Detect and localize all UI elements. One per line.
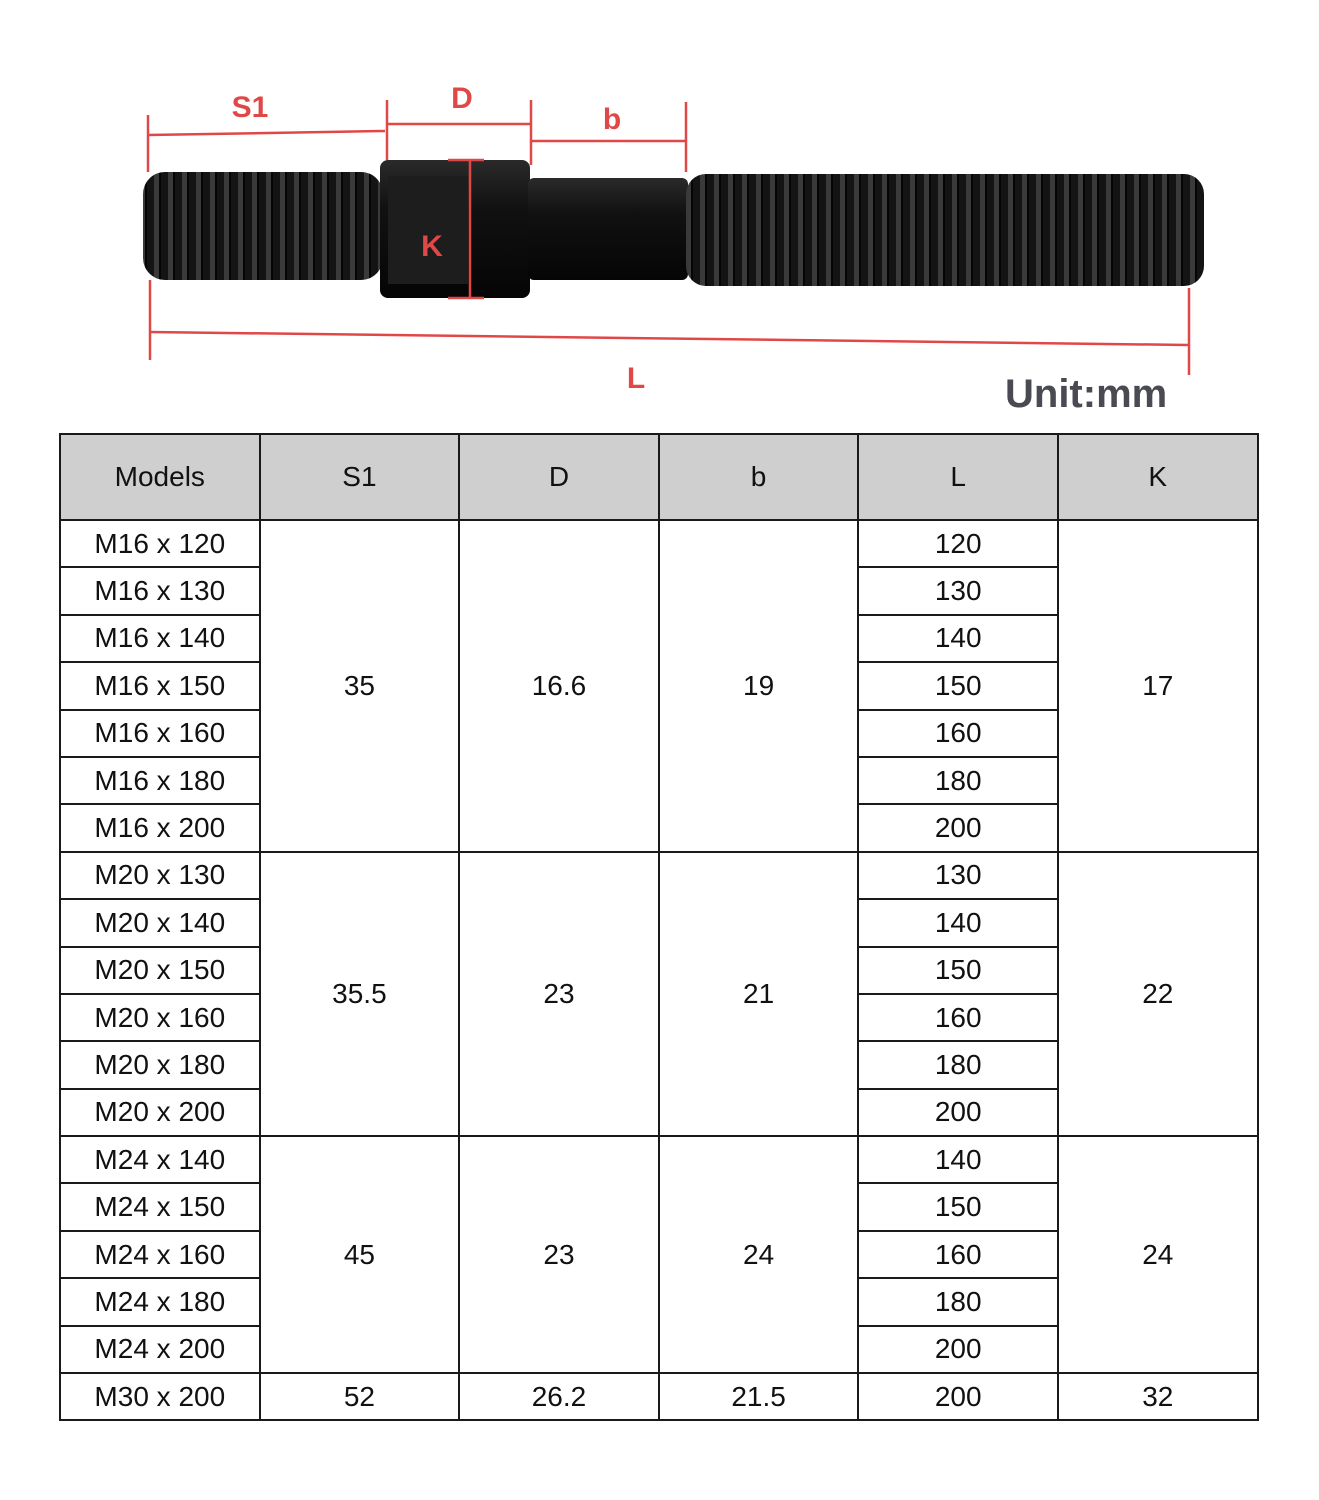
l-cell: 150	[858, 662, 1058, 709]
table-row	[60, 520, 1258, 567]
d-cell: 26.2	[459, 1373, 659, 1420]
b-cell: 19	[659, 520, 859, 852]
model-cell: M20 x 160	[60, 994, 260, 1041]
d-cell: 16.6	[459, 520, 659, 852]
model-cell: M16 x 130	[60, 567, 260, 614]
k-cell: 24	[1058, 1136, 1258, 1373]
model-cell: M16 x 120	[60, 520, 260, 567]
model-cell: M16 x 160	[60, 710, 260, 757]
model-cell: M16 x 180	[60, 757, 260, 804]
l-cell: 180	[858, 1278, 1058, 1325]
b-cell: 21.5	[659, 1373, 859, 1420]
b-cell: 21	[659, 852, 859, 1136]
model-cell: M20 x 180	[60, 1041, 260, 1088]
l-label: L	[626, 362, 646, 395]
model-cell: M20 x 140	[60, 899, 260, 946]
l-cell: 200	[858, 1373, 1058, 1420]
model-cell: M16 x 140	[60, 615, 260, 662]
l-cell: 120	[858, 520, 1058, 567]
table-row	[60, 852, 1258, 899]
header-k: K	[1058, 434, 1258, 520]
b-cell: 24	[659, 1136, 859, 1373]
l-cell: 130	[858, 852, 1058, 899]
model-cell: M20 x 130	[60, 852, 260, 899]
l-cell: 180	[858, 757, 1058, 804]
s1-cell: 45	[260, 1136, 460, 1373]
unit-label: Unit:mm	[1005, 372, 1168, 416]
l-cell: 160	[858, 1231, 1058, 1278]
l-cell: 150	[858, 1183, 1058, 1230]
model-cell: M24 x 160	[60, 1231, 260, 1278]
table-row	[60, 1373, 1258, 1420]
k-cell: 22	[1058, 852, 1258, 1136]
k-cell: 32	[1058, 1373, 1258, 1420]
header-l: L	[858, 434, 1058, 520]
l-cell: 150	[858, 947, 1058, 994]
model-cell: M16 x 150	[60, 662, 260, 709]
l-cell: 130	[858, 567, 1058, 614]
k-label: K	[421, 230, 443, 263]
l-cell: 140	[858, 1136, 1058, 1183]
l-cell: 160	[858, 994, 1058, 1041]
header-d: D	[459, 434, 659, 520]
model-cell: M20 x 200	[60, 1089, 260, 1136]
l-cell: 200	[858, 1089, 1058, 1136]
d-label: D	[451, 82, 473, 115]
l-cell: 200	[858, 1326, 1058, 1373]
stud-bolt-image	[143, 160, 1204, 298]
long-thread-section	[686, 174, 1204, 286]
header-b: b	[659, 434, 859, 520]
spec-table	[59, 433, 1259, 1421]
model-cell: M24 x 180	[60, 1278, 260, 1325]
header-s1: S1	[260, 434, 460, 520]
s1-cell: 52	[260, 1373, 460, 1420]
stud-bolt-diagram	[0, 0, 1319, 430]
d-cell: 23	[459, 852, 659, 1136]
model-cell: M24 x 150	[60, 1183, 260, 1230]
l-dim-line	[150, 332, 1188, 345]
b-label: b	[602, 103, 622, 136]
model-cell: M16 x 200	[60, 804, 260, 851]
table-row	[60, 1136, 1258, 1183]
short-thread-section	[143, 172, 383, 280]
table-header-row	[60, 434, 1258, 520]
s1-dim-line	[148, 131, 385, 135]
l-cell: 200	[858, 804, 1058, 851]
header-models: Models	[60, 434, 260, 520]
s1-cell: 35.5	[260, 852, 460, 1136]
model-cell: M30 x 200	[60, 1373, 260, 1420]
model-cell: M24 x 200	[60, 1326, 260, 1373]
s1-cell: 35	[260, 520, 460, 852]
l-cell: 160	[858, 710, 1058, 757]
d-cell: 23	[459, 1136, 659, 1373]
s1-label: S1	[231, 91, 269, 124]
l-cell: 180	[858, 1041, 1058, 1088]
model-cell: M24 x 140	[60, 1136, 260, 1183]
plain-shank	[528, 178, 688, 280]
model-cell: M20 x 150	[60, 947, 260, 994]
l-cell: 140	[858, 899, 1058, 946]
table-body	[60, 520, 1258, 1420]
k-cell: 17	[1058, 520, 1258, 852]
l-cell: 140	[858, 615, 1058, 662]
